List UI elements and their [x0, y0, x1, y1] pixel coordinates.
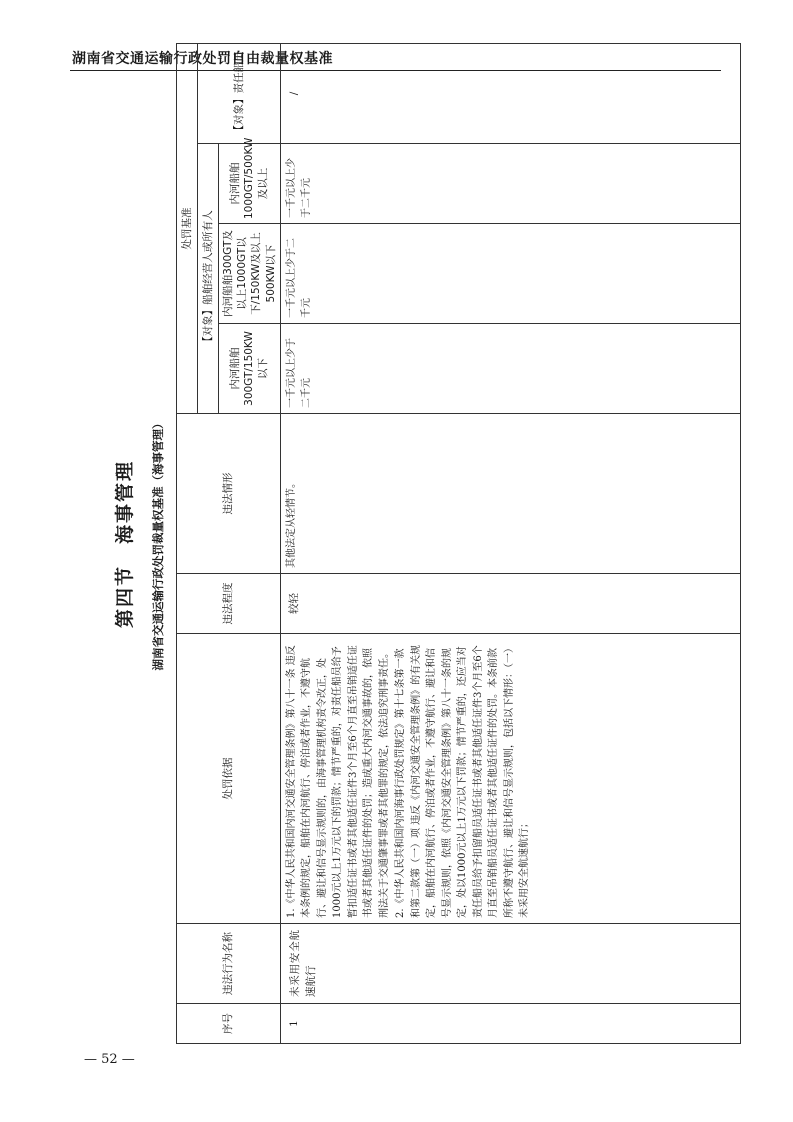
- header-vessel-small: 内河船舶300GT/150KW以下: [219, 324, 281, 414]
- row-degree: 较轻: [280, 574, 740, 634]
- section-title: 第四节 海事管理: [114, 460, 136, 629]
- header-degree: 违法程度: [177, 574, 281, 634]
- row-circumstance: 其他法定从轻情节。: [280, 414, 740, 574]
- row-penalty-crew: /: [280, 44, 740, 144]
- header-seq: 序号: [177, 1004, 281, 1044]
- header-name: 违法行为名称: [177, 924, 281, 1004]
- page-number: — 52 —: [84, 1052, 135, 1067]
- basis-clause-1: 1.《中华人民共和国内河交通安全管理条例》第八十一条 违反本条例的规定，船舶在内河航行、停泊或者作业，不遵守航行、避让和信号显示规则的，由海事管理机构责令改正，处1000元以上1万元以下的罚款；情节严重的，对责任船员给予暂扣适任证书或者其他适任证件3个月至6个月直至吊销适任证书或者其他适任证件的处罚；造成重大内河交通事故的，依照刑法关于交通肇事罪或者其他罪的规定，依法追究刑事责任。: [285, 645, 390, 918]
- row-penalty-mid: 一千元以上少于二千元: [280, 224, 740, 324]
- header-circumstance: 违法情形: [177, 414, 281, 574]
- row-seq: 1: [280, 1004, 740, 1044]
- header-target-owner: 【对象】船舶经营人或所有人: [198, 144, 219, 414]
- row-penalty-large: 一千元以上少于二千元: [280, 144, 740, 224]
- header-vessel-mid: 内河船舶300GT及以上1000GT以下/150KW及以上500KW以下: [219, 224, 281, 324]
- running-header: 湖南省交通运输行政处罚自由裁量权基准: [72, 51, 333, 67]
- rotated-landscape-content: [108, 44, 738, 1044]
- header-penalty-standard: 处罚基准: [177, 44, 198, 414]
- row-penalty-basis: [280, 634, 740, 924]
- table-row: [280, 44, 740, 1044]
- row-violation-name: 未采用安全航速航行: [280, 924, 740, 1004]
- header-vessel-large: 内河船舶1000GT/500KW及以上: [219, 144, 281, 224]
- header-target-crew: 【对象】责任船员: [198, 44, 281, 144]
- basis-clause-2: 2.《中华人民共和国内河海事行政处罚规定》第十七条第一款和第二款第（一）项 违反《内河交通安全管理条例》的有关规定，船舶在内河航行、停泊或者作业，不遵守航行、避让和信号显示规则，依照《内河交通安全管理条例》第八十一条的规定，处以1000元以上1万元以下罚款；情节严重的，还应当对责任船员给予扣留船员适任证书或者其他适任证件3个月至6个月直至吊销船员适任证书或者其他适任证件的处罚。本条前款所称不遵守航行、避让和信号显示规则，包括以下情形：（一）未采用安全航速航行；: [395, 643, 531, 918]
- table-caption: 湖南省交通运输行政处罚裁量权基准（海事管理）: [151, 417, 165, 671]
- row-penalty-small: 一千元以上少于二千元: [280, 324, 740, 414]
- penalty-standard-table: [176, 43, 741, 1044]
- header-basis: 处罚依据: [177, 634, 281, 924]
